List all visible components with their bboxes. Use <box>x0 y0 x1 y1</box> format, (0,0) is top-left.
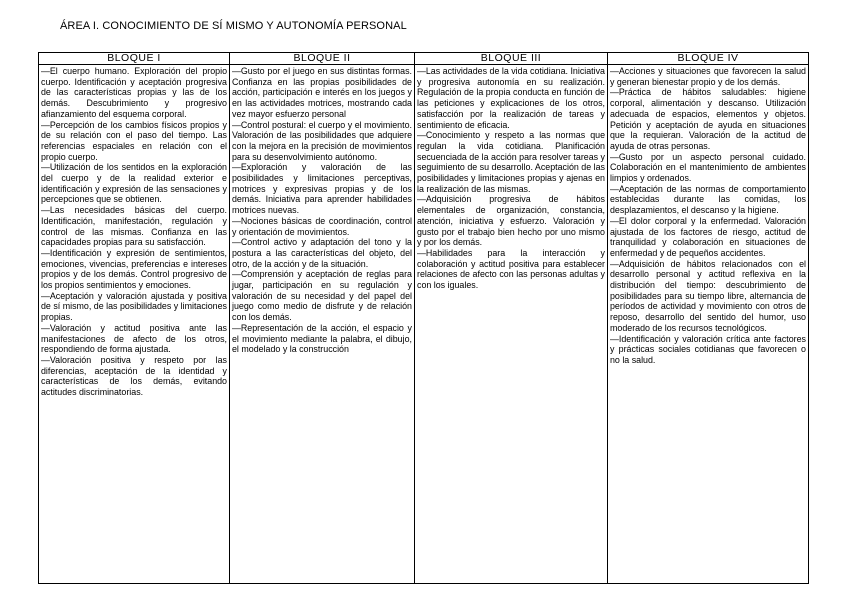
content-paragraph: —Nociones básicas de coordinación, control y orientación de movimientos. <box>232 215 412 237</box>
header-bloque-1: BLOQUE I <box>39 53 230 65</box>
column-bloque-1 <box>39 65 230 584</box>
content-paragraph: —El dolor corporal y la enfermedad. Valoración ajustada de los factores de riesgo, actitud de tranquilidad y colaboración en situaciones de enfermedad y de pequeños accidentes. <box>610 215 806 258</box>
content-paragraph: —Gusto por un aspecto personal cuidado. Colaboración en el mantenimiento de ambientes limpios y ordenados. <box>610 151 806 184</box>
content-paragraph: —Identificación y expresión de sentimientos, emociones, vivencias, preferencias e intereses propios y de los demás. Control progresivo de los propios sentimientos y emociones. <box>41 247 227 291</box>
content-paragraph: —Control postural: el cuerpo y el movimiento. Valoración de las posibilidades que adquiere con la mejora en la precisión de movimientos para su desenvolvimiento autónomo. <box>232 119 412 162</box>
content-paragraph: —El cuerpo humano. Exploración del propio cuerpo. Identificación y aceptación progresiva de las características propias y las de los demás. Descubrimiento y progresivo afianzamiento del esquema corporal. <box>41 66 227 119</box>
header-bloque-2: BLOQUE II <box>230 53 415 65</box>
content-paragraph: —Adquisición de hábitos relacionados con el desarrollo personal y actitud reflexiva en la distribución del tiempo: descubrimiento de posibilidades para su tiempo libre, alternancia de períodos de actividad y movimiento con otros de reposo, desarrollo del sentido del humor, uso moderado de los recursos tecnológicos. <box>610 258 806 333</box>
content-paragraph: —Las necesidades básicas del cuerpo. Identificación, manifestación, regulación y control de las mismas. Confianza en las capacidades propias para su satisfacción. <box>41 205 227 248</box>
content-paragraph: —Adquisición progresiva de hábitos elementales de organización, constancia, atención, iniciativa y esfuerzo. Valoración y gusto por el trabajo bien hecho por uno mismo y por los demás. <box>417 194 605 248</box>
table-row <box>39 65 809 584</box>
content-paragraph: —Utilización de los sentidos en la exploración del cuerpo y de la realidad exterior e identificación y expresión de las sensaciones y percepciones que se obtienen. <box>41 162 227 205</box>
content-paragraph: —Las actividades de la vida cotidiana. Iniciativa y progresiva autonomía en su realización. Regulación de la propia conducta en función de las peticiones y explicaciones de los otros, satisfacción por la realización de tareas y sentimiento de eficacia. <box>417 66 605 130</box>
content-paragraph: —Percepción de los cambios físicos propios y de su relación con el paso del tiempo. Las referencias espaciales en relación con el propio cuerpo. <box>41 119 227 162</box>
content-paragraph: —Aceptación de las normas de comportamiento establecidas durante las comidas, los desplazamientos, el descanso y la higiene. <box>610 183 806 216</box>
content-paragraph: —Comprensión y aceptación de reglas para jugar, participación en su regulación y valoración de su necesidad y del papel del juego como medio de disfrute y de relación con los demás. <box>232 269 412 323</box>
column-bloque-2 <box>230 65 415 584</box>
content-paragraph: —Valoración positiva y respeto por las diferencias, aceptación de la identidad y características de los demás, evitando actitudes discriminatorias. <box>41 354 227 398</box>
content-paragraph: —Acciones y situaciones que favorecen la salud y generan bienestar propio y de los demás. <box>610 66 806 87</box>
content-paragraph: —Valoración y actitud positiva ante las manifestaciones de afecto de los otros, respondiendo de forma ajustada. <box>41 322 227 355</box>
content-paragraph: —Exploración y valoración de las posibilidades y limitaciones perceptivas, motrices y expresivas propias y de los demás. Iniciativa para aprender habilidades motrices nuevas. <box>232 162 412 216</box>
header-bloque-3: BLOQUE III <box>415 53 608 65</box>
page-title: ÁREA I. CONOCIMIENTO DE SÍ MISMO Y AUTONOMÍA PERSONAL <box>60 20 407 32</box>
content-paragraph: —Control activo y adaptación del tono y la postura a las características del objeto, del otro, de la acción y de la situación. <box>232 237 412 269</box>
header-bloque-4: BLOQUE IV <box>608 53 809 65</box>
content-paragraph: —Aceptación y valoración ajustada y positiva de sí mismo, de las posibilidades y limitaciones propias. <box>41 290 227 323</box>
table-header-row <box>39 53 809 65</box>
content-paragraph: —Habilidades para la interacción y colaboración y actitud positiva para establecer relaciones de afecto con las personas adultas y con los iguales. <box>417 247 605 291</box>
content-paragraph: —Práctica de hábitos saludables: higiene corporal, alimentación y descanso. Utilización adecuada de espacios, elementos y objetos. Petición y aceptación de ayuda en situaciones que la requieran. Valoración de la actitud de ayuda de otras personas. <box>610 87 806 151</box>
content-paragraph: —Representación de la acción, el espacio y el movimiento mediante la palabra, el dibujo, el modelado y la construcción <box>232 322 412 355</box>
column-bloque-3 <box>415 65 608 584</box>
content-paragraph: —Identificación y valoración crítica ante factores y prácticas sociales cotidianas que favorecen o no la salud. <box>610 333 806 365</box>
column-bloque-4 <box>608 65 809 584</box>
content-paragraph: —Conocimiento y respeto a las normas que regulan la vida cotidiana. Planificación secuenciada de la acción para resolver tareas y seguimiento de su desarrollo. Aceptación de las posibilidades y limitaciones propias y ajenas en la realización de las mismas. <box>417 130 605 194</box>
content-table <box>38 52 809 584</box>
content-paragraph: —Gusto por el juego en sus distintas formas. Confianza en las propias posibilidades de acción, participación e interés en los juegos y en las actividades motrices, mostrando cada vez mayor esfuerzo personal <box>232 66 412 119</box>
